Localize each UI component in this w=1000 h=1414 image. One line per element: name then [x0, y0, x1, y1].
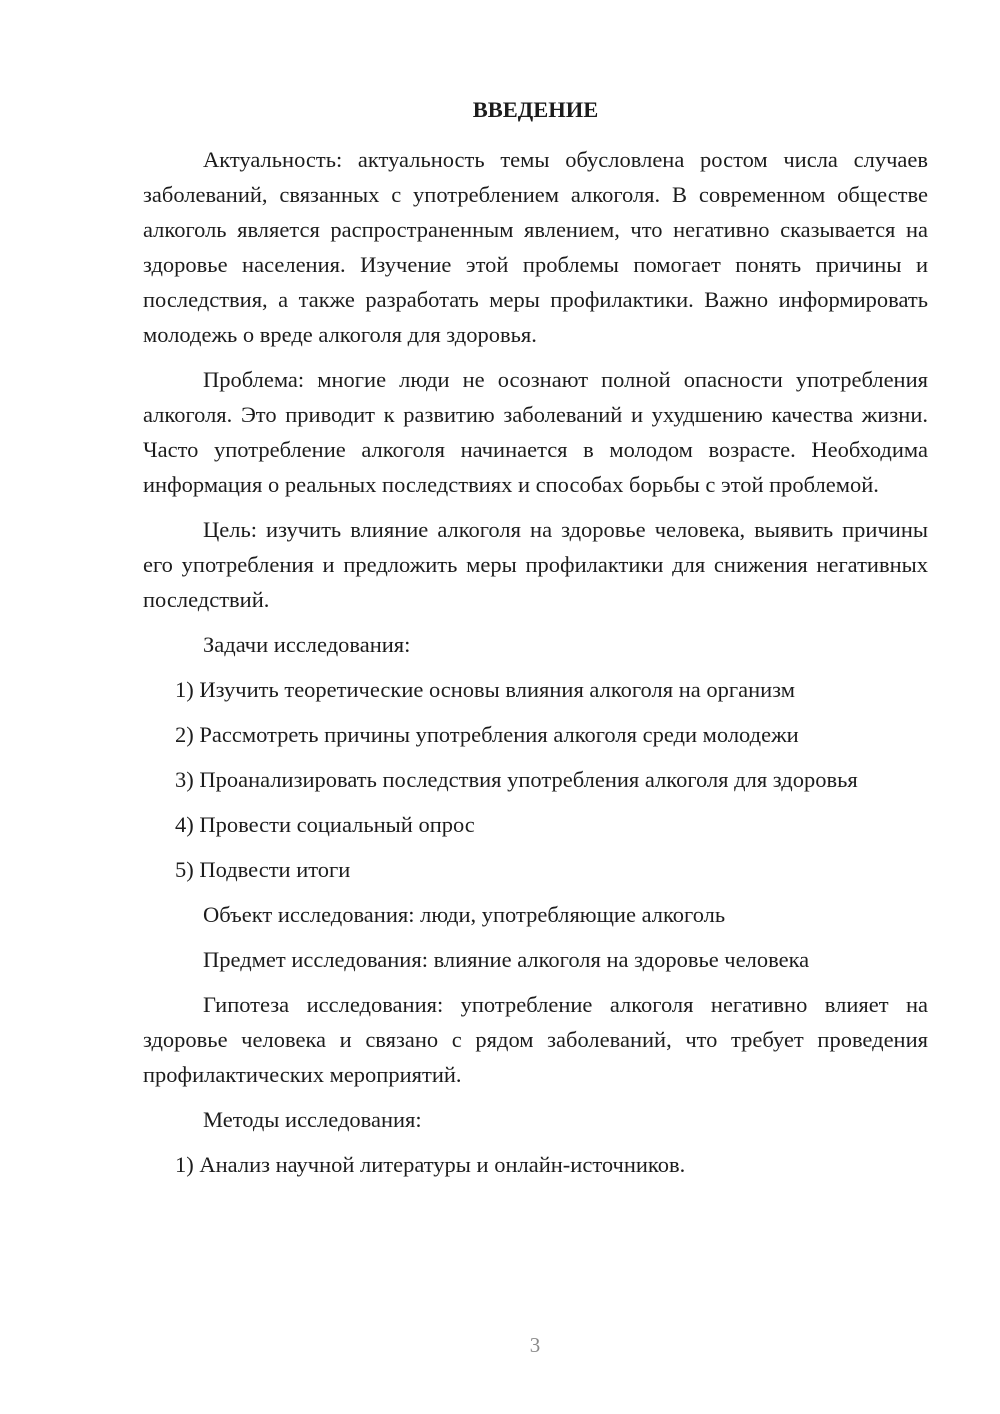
goal-paragraph: Цель: изучить влияние алкоголя на здоровье человека, выявить причины его употребления и предложить меры профилактики для снижения негативных последствий. — [143, 517, 928, 612]
method-item: 1) Анализ научной литературы и онлайн-источников. — [175, 1152, 686, 1177]
research-subject: Предмет исследования: влияние алкоголя на здоровье человека — [203, 947, 810, 972]
page-content — [143, 92, 928, 1192]
hypothesis-paragraph: Гипотеза исследования: употребление алкоголя негативно влияет на здоровье человека и связано с рядом заболеваний, что требует проведения профилактических мероприятий. — [143, 992, 928, 1087]
task-item: 4) Провести социальный опрос — [175, 812, 475, 837]
task-item: 3) Проанализировать последствия употребления алкоголя для здоровья — [175, 767, 858, 792]
page-number: 3 — [529, 1333, 541, 1357]
problem-paragraph: Проблема: многие люди не осознают полной опасности употребления алкоголя. Это приводит к развитию заболеваний и ухудшению качества жизни. Часто употребление алкоголя начинается в молодом возрасте. Необходима информация о реальных последствиях и способах борьбы с этой проблемой. — [143, 367, 928, 497]
methods-title: Методы исследования: — [203, 1107, 422, 1132]
relevance-paragraph: Актуальность: актуальность темы обусловлена ростом числа случаев заболеваний, связанных с употреблением алкоголя. В современном обществе алкоголь является распространенным явлением, что негативно сказывается на здоровье населения. Изучение этой проблемы помогает понять причины и последствия, а также разработать меры профилактики. Важно информировать молодежь о вреде алкоголя для здоровья. — [143, 147, 928, 347]
task-item: 1) Изучить теоретические основы влияния алкоголя на организм — [175, 677, 795, 702]
tasks-title: Задачи исследования: — [203, 632, 411, 657]
task-item: 5) Подвести итоги — [175, 857, 351, 882]
task-item: 2) Рассмотреть причины употребления алкоголя среди молодежи — [175, 722, 799, 747]
research-object: Объект исследования: люди, употребляющие алкоголь — [203, 902, 726, 927]
section-heading: ВВЕДЕНИЕ — [472, 97, 599, 122]
